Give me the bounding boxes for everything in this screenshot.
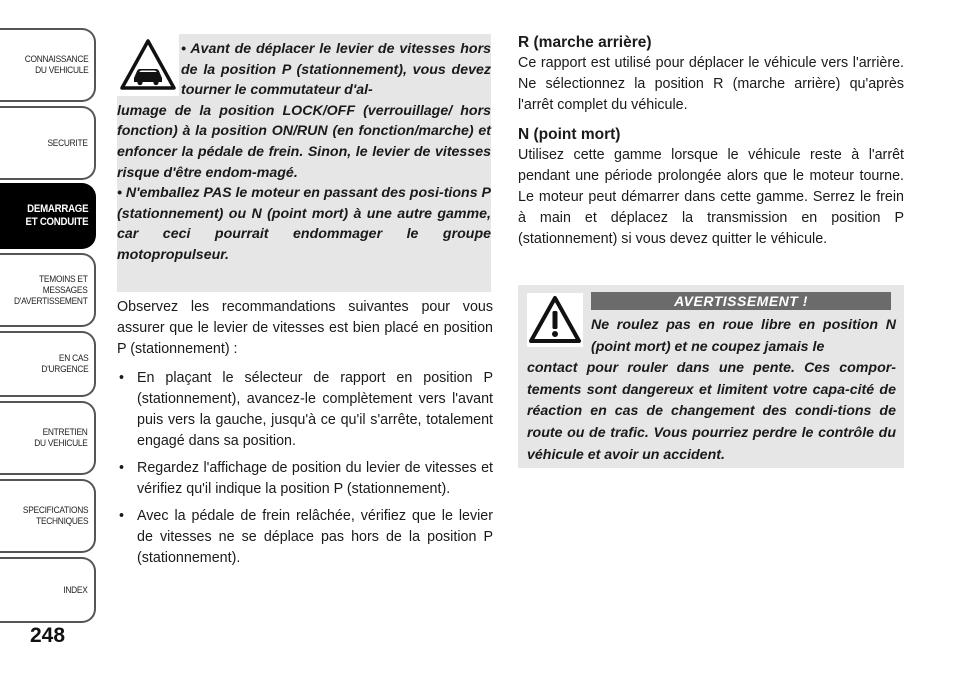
caution-bullet-1-rest: lumage de la position LOCK/OFF (verrouillage/ hors fonction) à la position ON/RUN (en fonction/marche) et enfoncer la pédale de frein. Sinon, le levier de vitesses risque d'être endom-magé. xyxy=(117,102,491,181)
tab-connaissance-du-vehicule[interactable]: CONNAISSANCE DU VEHICULE xyxy=(0,28,96,102)
intro-paragraph xyxy=(117,297,493,360)
list-item: • Avec la pédale de frein relâchée, vérifiez que le levier de vitesses ne se déplace pas hors de la position P (stationnement). xyxy=(117,506,493,569)
neutral-section xyxy=(518,124,904,250)
page-number: 248 xyxy=(30,624,66,647)
tab-en-cas-d-urgence[interactable]: EN CAS D'URGENCE xyxy=(0,331,96,397)
reverse-section xyxy=(518,32,904,116)
neutral-text: Utilisez cette gamme lorsque le véhicule reste à l'arrêt pendant une période prolongée alors que le moteur tourne. Le moteur peut démarrer dans cette gamme. Serrez le frein à main et déplacez la transmission en position P (stationnement) si vous devez quitter le véhicule. xyxy=(518,147,904,247)
tab-specifications-techniques[interactable]: SPECIFICATIONS TECHNIQUES xyxy=(0,479,96,553)
intro-text: Observez les recommandations suivantes pour vous assurer que le levier de vitesses est bien placé en position P (stationnement) : xyxy=(117,299,493,357)
steps-list xyxy=(117,368,493,575)
warning-title: AVERTISSEMENT ! xyxy=(591,292,891,310)
tab-securite[interactable]: SECURITE xyxy=(0,106,96,180)
caution-bullet-1-first: • Avant de déplacer le levier de vitesses hors de la position P (stationnement), vous devez tourner le commutateur d'al- xyxy=(181,41,491,99)
reverse-heading: R (marche arrière) xyxy=(518,34,652,51)
tab-temoins-et-messages[interactable]: TEMOINS ET MESSAGES D'AVERTISSEMENT xyxy=(0,253,96,327)
warning-rest: contact pour rouler dans une pente. Ces compor-tements sont dangereux et limitent votre capa-cité de réaction en cas de changement des condi-tions de route ou de trafic. Vous pourriez perdre le contrôle du véhicule et avoir un accident. xyxy=(527,360,896,463)
list-item: • En plaçant le sélecteur de rapport en position P (stationnement), avancez-le complètement vers l'avant puis vers la gauche, jusqu'à ce qu'il s'arrête, totalement engagé dans sa position. xyxy=(117,368,493,452)
reverse-text: Ce rapport est utilisé pour déplacer le véhicule vers l'arrière. Ne sélectionnez la position R (marche arrière) qu'après l'arrêt complet du véhicule. xyxy=(518,55,904,113)
caution-text xyxy=(117,39,491,266)
warning-first-lines: Ne roulez pas en roue libre en position N (point mort) et ne coupez jamais le xyxy=(591,317,896,355)
neutral-heading: N (point mort) xyxy=(518,126,621,143)
warning-text xyxy=(527,315,896,466)
list-item: • Regardez l'affichage de position du levier de vitesses et vérifiez qu'il indique la position P (stationnement). xyxy=(117,458,493,500)
tab-index[interactable]: INDEX xyxy=(0,557,96,623)
caution-bullet-2: • N'emballez PAS le moteur en passant des posi-tions P (stationnement) ou N (point mort) à une autre gamme, car ceci pourrait endommager le groupe motopropulseur. xyxy=(117,185,491,263)
tab-entretien-du-vehicule[interactable]: ENTRETIEN DU VEHICULE xyxy=(0,401,96,475)
tab-demarrage-et-conduite[interactable]: DEMARRAGE ET CONDUITE xyxy=(0,183,96,249)
